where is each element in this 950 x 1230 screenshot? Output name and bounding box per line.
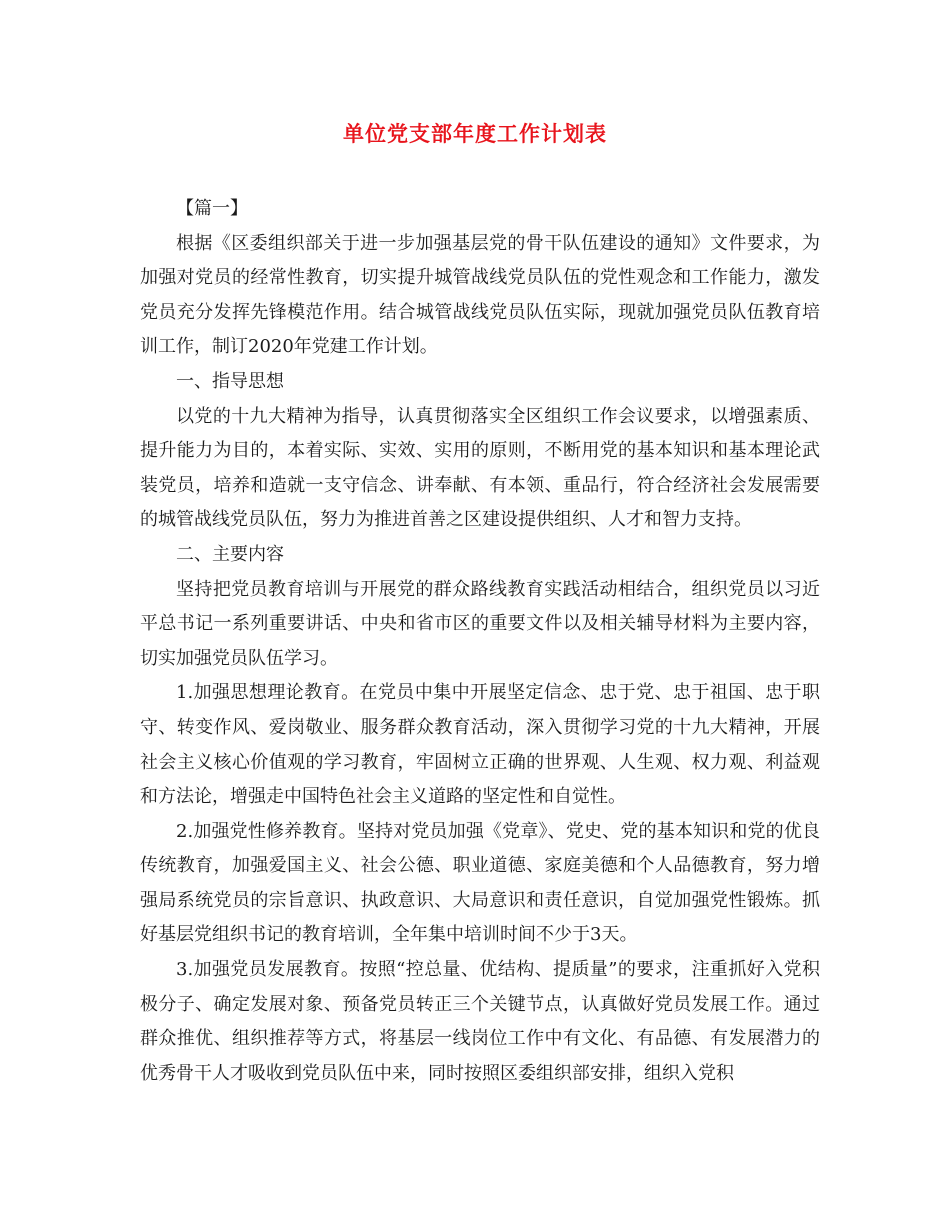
intro-paragraph: 根据《区委组织部关于进一步加强基层党的骨干队伍建设的通知》文件要求，为加强对党员的经常性教育，切实提升城管战线党员队伍的党性观念和工作能力，激发党员充分发挥先锋模范作用。结合城管战线党员队伍实际，现就加强党员队伍教育培训工作，制订2020年党建工作计划。 <box>140 232 820 358</box>
item-2-paragraph: 2.加强党性修养教育。坚持对党员加强《党章》、党史、党的基本知识和党的优良传统教育，加强爱国主义、社会公德、职业道德、家庭美德和个人品德教育，努力增强局系统党员的宗旨意识、执政意识、大局意识和责任意识，自觉加强党性锻炼。抓好基层党组织书记的教育培训，全年集中培训时间不少于3天。 <box>140 820 820 946</box>
document-body <box>140 192 820 1091</box>
section-tag-pian-yi: 【篇一】 <box>176 198 248 219</box>
guiding-ideology-paragraph: 以党的十九大精神为指导，认真贯彻落实全区组织工作会议要求，以增强素质、提升能力为目的，本着实际、实效、实用的原则，不断用党的基本知识和基本理论武装党员，培养和造就一支守信念、讲奉献、有本领、重品行，符合经济社会发展需要的城管战线党员队伍，努力为推进首善之区建设提供组织、人才和智力支持。 <box>140 405 820 531</box>
heading-guiding-ideology: 一、指导思想 <box>176 370 284 392</box>
item-3-paragraph: 3.加强党员发展教育。按照“控总量、优结构、提质量”的要求，注重抓好入党积极分子、确定发展对象、预备党员转正三个关键节点，认真做好党员发展工作。通过群众推优、组织推荐等方式，将基层一线岗位工作中有文化、有品德、有发展潜力的优秀骨干人才吸收到党员队伍中来，同时按照区委组织部安排，组织入党积 <box>140 959 820 1084</box>
item-1-paragraph: 1.加强思想理论教育。在党员中集中开展坚定信念、忠于党、忠于祖国、忠于职守、转变作风、爱岗敬业、服务群众教育活动，深入贯彻学习党的十九大精神，开展社会主义核心价值观的学习教育，牢固树立正确的世界观、人生观、权力观、利益观和方法论，增强走中国特色社会主义道路的坚定性和自觉性。 <box>140 682 820 808</box>
heading-main-content: 二、主要内容 <box>176 543 284 565</box>
main-content-paragraph: 坚持把党员教育培训与开展党的群众路线教育实践活动相结合，组织党员以习近平总书记一系列重要讲话、中央和省市区的重要文件以及相关辅导材料为主要内容，切实加强党员队伍学习。 <box>140 578 820 669</box>
document-title: 单位党支部年度工作计划表 <box>343 122 607 146</box>
